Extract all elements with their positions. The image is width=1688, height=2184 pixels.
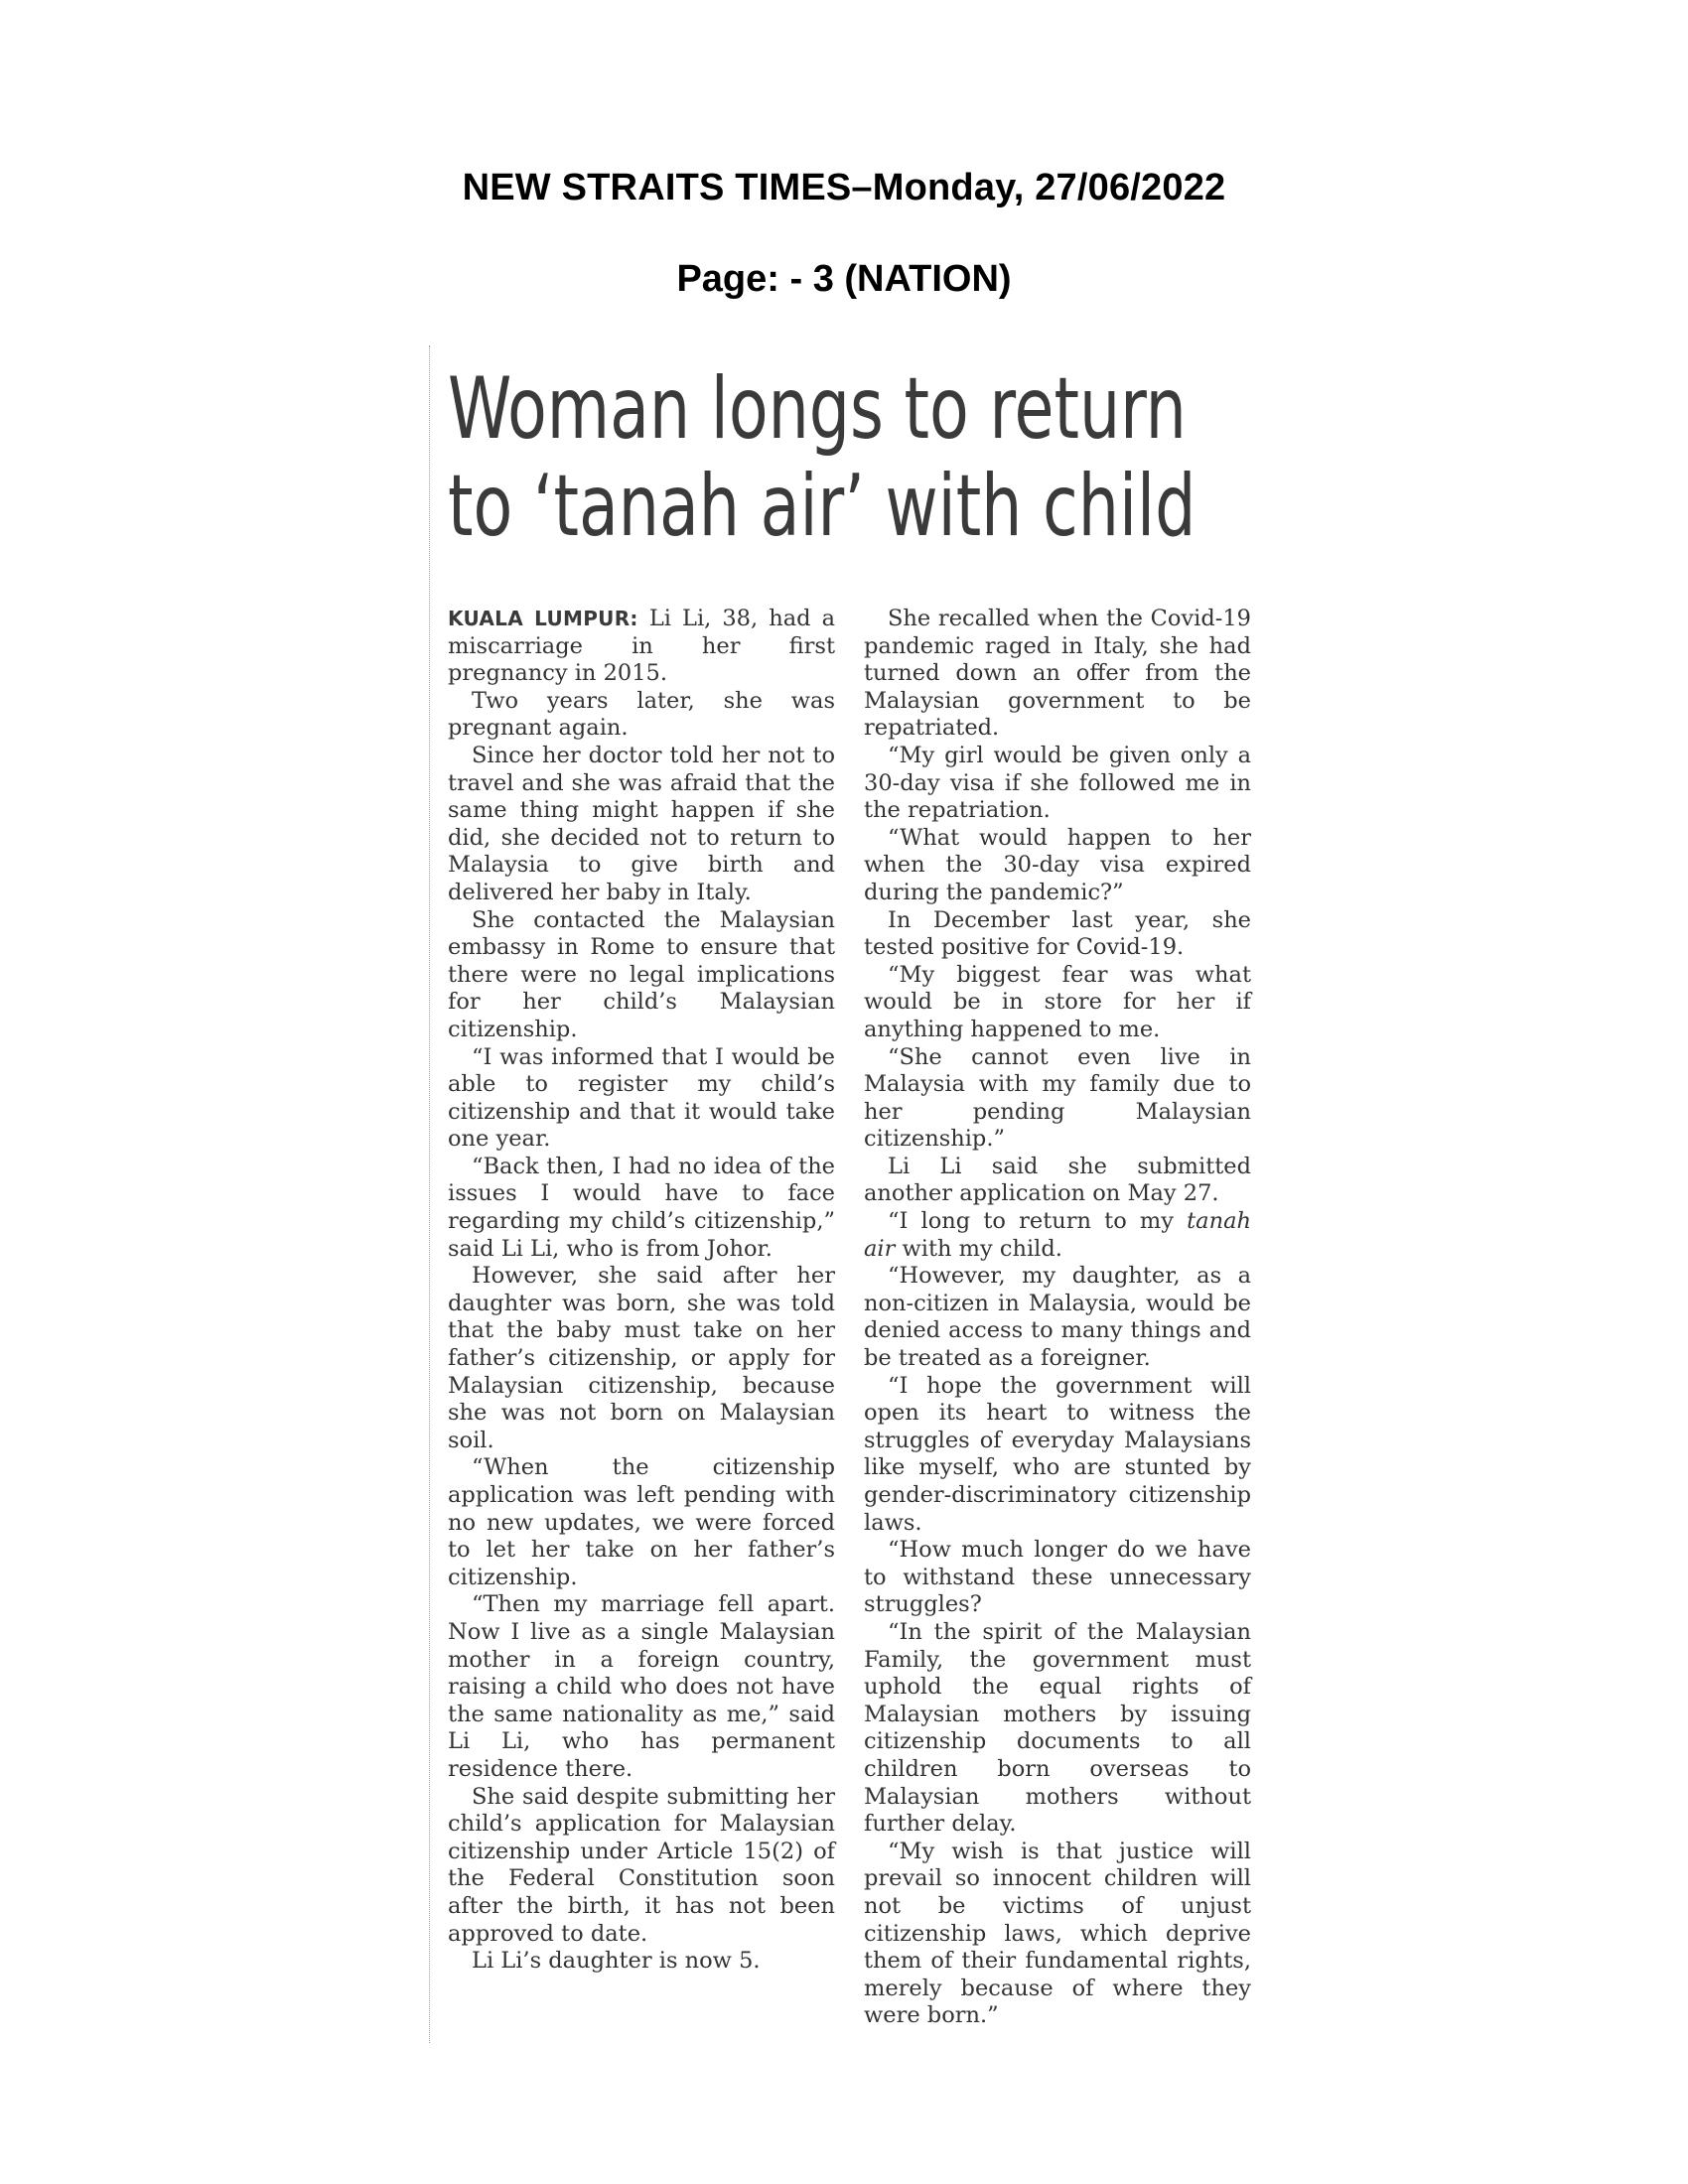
italic-term: tanah air	[864, 1208, 1251, 1262]
paragraph: “My biggest fear was what would be in store for her if anything happened to me.	[864, 961, 1251, 1042]
paragraph: “However, my daughter, as a non-citizen in Malaysia, would be denied access to many things and be treated as a foreigner.	[864, 1263, 1251, 1372]
page-reference: Page: - 3 (NATION)	[676, 258, 1012, 300]
newspaper-clipping	[429, 345, 1252, 2043]
paragraph: “Then my marriage fell apart. Now I live as a single Malaysian mother in a foreign country, raising a child who does not have the same nationality as me,” said Li Li, who has permanent residence there.	[448, 1591, 835, 1782]
paragraph: “My wish is that justice will prevail so innocent children will not be victims of unjust citizenship laws, which deprive them of their fundamental rights, merely because of where they were born.”	[864, 1838, 1251, 2029]
quote-text: “I long to return to my	[888, 1208, 1174, 1235]
paragraph: “I was informed that I would be able to register my child’s citizenship and that it would take one year.	[448, 1043, 835, 1153]
paragraph: “My girl would be given only a 30-day visa if she followed me in the repatriation.	[864, 742, 1251, 824]
paragraph: She contacted the Malaysian embassy in Rome to ensure that there were no legal implications for her child’s Malaysian citizenship.	[448, 906, 835, 1042]
paragraph: She said despite submitting her child’s application for Malaysian citizenship under Article 15(2) of the Federal Constitution soon after the birth, it has not been approved to date.	[448, 1783, 835, 1947]
paragraph: “She cannot even live in Malaysia with my family due to her pending Malaysian citizenship.”	[864, 1043, 1251, 1153]
headline-line-1: Woman longs to return	[448, 359, 1187, 459]
paragraph: However, she said after her daughter was born, she was told that the baby must take on her father’s citizenship, or apply for Malaysian citizenship, because she was not born on Malaysian soil.	[448, 1263, 835, 1453]
headline-line-2: to ‘tanah air’ with child	[448, 457, 1196, 556]
paragraph: “Back then, I had no idea of the issues I would have to face regarding my child’s citizenship,” said Li Li, who is from Johor.	[448, 1153, 835, 1262]
paragraph: “I hope the government will open its heart to witness the struggles of everyday Malaysians like myself, who are stunted by gender-discriminatory citizenship laws.	[864, 1372, 1251, 1536]
article-column-1	[448, 606, 835, 1976]
lead-paragraph	[448, 606, 835, 688]
paragraph: Since her doctor told her not to travel and she was afraid that the same thing might happen if she did, she decided not to return to Malaysia to give birth and delivered her baby in Italy.	[448, 742, 835, 905]
paragraph: “How much longer do we have to withstand these unnecessary struggles?	[864, 1537, 1251, 1618]
article-column-2	[864, 606, 1251, 2030]
paragraph: Li Li said she submitted another application on May 27.	[864, 1153, 1251, 1207]
paragraph: She recalled when the Covid-19 pandemic raged in Italy, she had turned down an offer from the Malaysian government to be repatriated.	[864, 606, 1251, 742]
paragraph: Two years later, she was pregnant again.	[448, 687, 835, 742]
paragraph: “When the citizenship application was left pending with no new updates, we were forced to let her take on her father’s citizenship.	[448, 1454, 835, 1590]
dateline: KUALA LUMPUR:	[448, 607, 638, 630]
paragraph-tanah-air	[864, 1208, 1251, 1263]
lead-text: Li Li, 38, had a miscarriage in her first pregnancy in 2015.	[448, 606, 836, 687]
paragraph: “In the spirit of the Malaysian Family, the government must uphold the equal rights of Malaysian mothers by issuing citizenship documents to all children born overseas to Malaysian mothers without further delay.	[864, 1618, 1251, 1838]
paragraph: In December last year, she tested positive for Covid-19.	[864, 906, 1251, 961]
quote-text: with my child.	[902, 1235, 1062, 1262]
publication-header: NEW STRAITS TIMES–Monday, 27/06/2022	[462, 167, 1226, 208]
paragraph: Li Li’s daughter is now 5.	[472, 1948, 761, 1975]
article-headline	[448, 359, 1196, 556]
paragraph: “What would happen to her when the 30-day visa expired during the pandemic?”	[864, 824, 1251, 905]
